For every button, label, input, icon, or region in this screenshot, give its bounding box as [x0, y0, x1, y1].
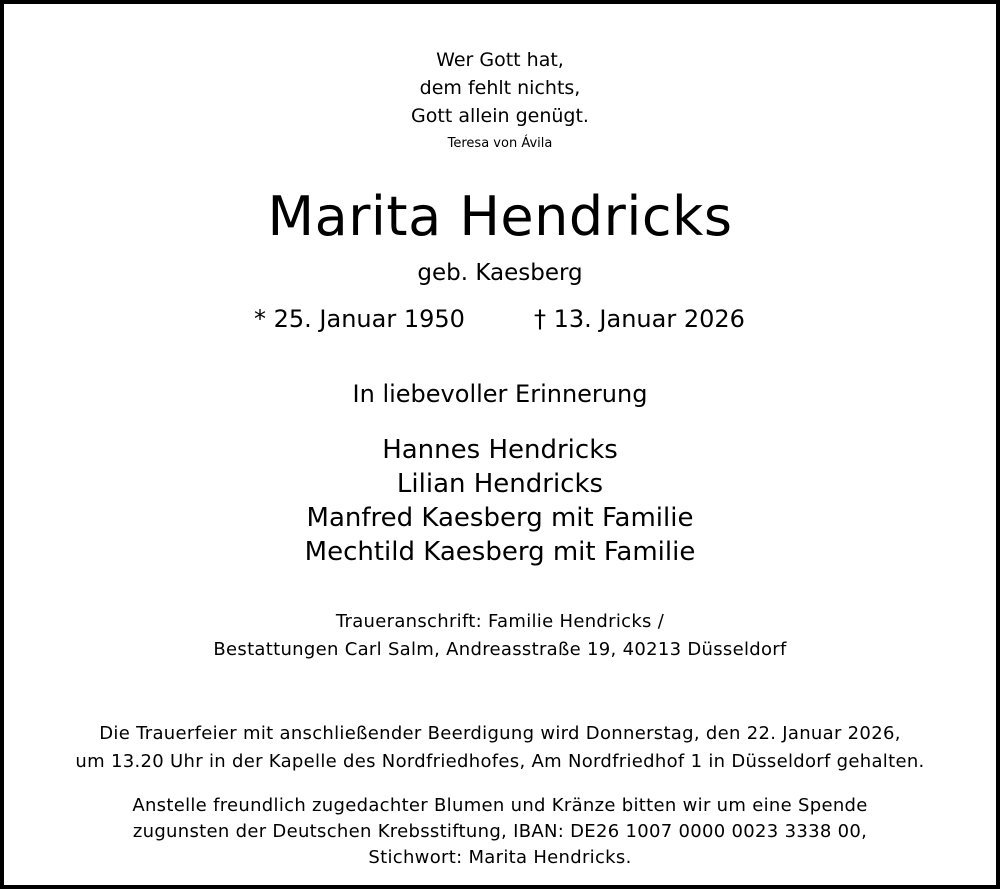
quote-author: Teresa von Ávila [447, 136, 553, 151]
quote-line: dem fehlt nichts, [419, 77, 581, 99]
donation-info-line: Anstelle freundlich zugedachter Blumen und Kränze bitten wir um eine Spende [132, 795, 868, 816]
funeral-info-line: Die Trauerfeier mit anschließender Beerdigung wird Donnerstag, den 22. Januar 2026, [99, 723, 901, 744]
maiden-name: geb. Kaesberg [417, 260, 583, 286]
deceased-name: Marita Hendricks [267, 185, 733, 248]
mourning-address-line: Traueranschrift: Familie Hendricks / [335, 611, 665, 632]
donation-info-line: Stichwort: Marita Hendricks. [368, 847, 632, 868]
mourner-name: Manfred Kaesberg mit Familie [306, 503, 694, 533]
birth-date: * 25. Januar 1950 [254, 305, 465, 333]
mourning-address-line: Bestattungen Carl Salm, Andreasstraße 19, 40213 Düsseldorf [213, 639, 787, 660]
mourner-name: Lilian Hendricks [396, 469, 604, 499]
quote-line: Gott allein genügt. [411, 105, 589, 127]
mourner-name: Mechtild Kaesberg mit Familie [304, 537, 696, 567]
donation-info-line: zugunsten der Deutschen Krebsstiftung, IBAN: DE26 1007 0000 0023 3338 00, [132, 821, 868, 842]
life-dates [4, 304, 996, 334]
mourner-name: Hannes Hendricks [382, 435, 618, 465]
death-date: † 13. Januar 2026 [534, 305, 745, 333]
memory-heading: In liebevoller Erinnerung [352, 380, 648, 408]
funeral-info-line: um 13.20 Uhr in der Kapelle des Nordfriedhofes, Am Nordfriedhof 1 in Düsseldorf gehalten. [75, 751, 925, 772]
quote-line: Wer Gott hat, [436, 49, 564, 71]
